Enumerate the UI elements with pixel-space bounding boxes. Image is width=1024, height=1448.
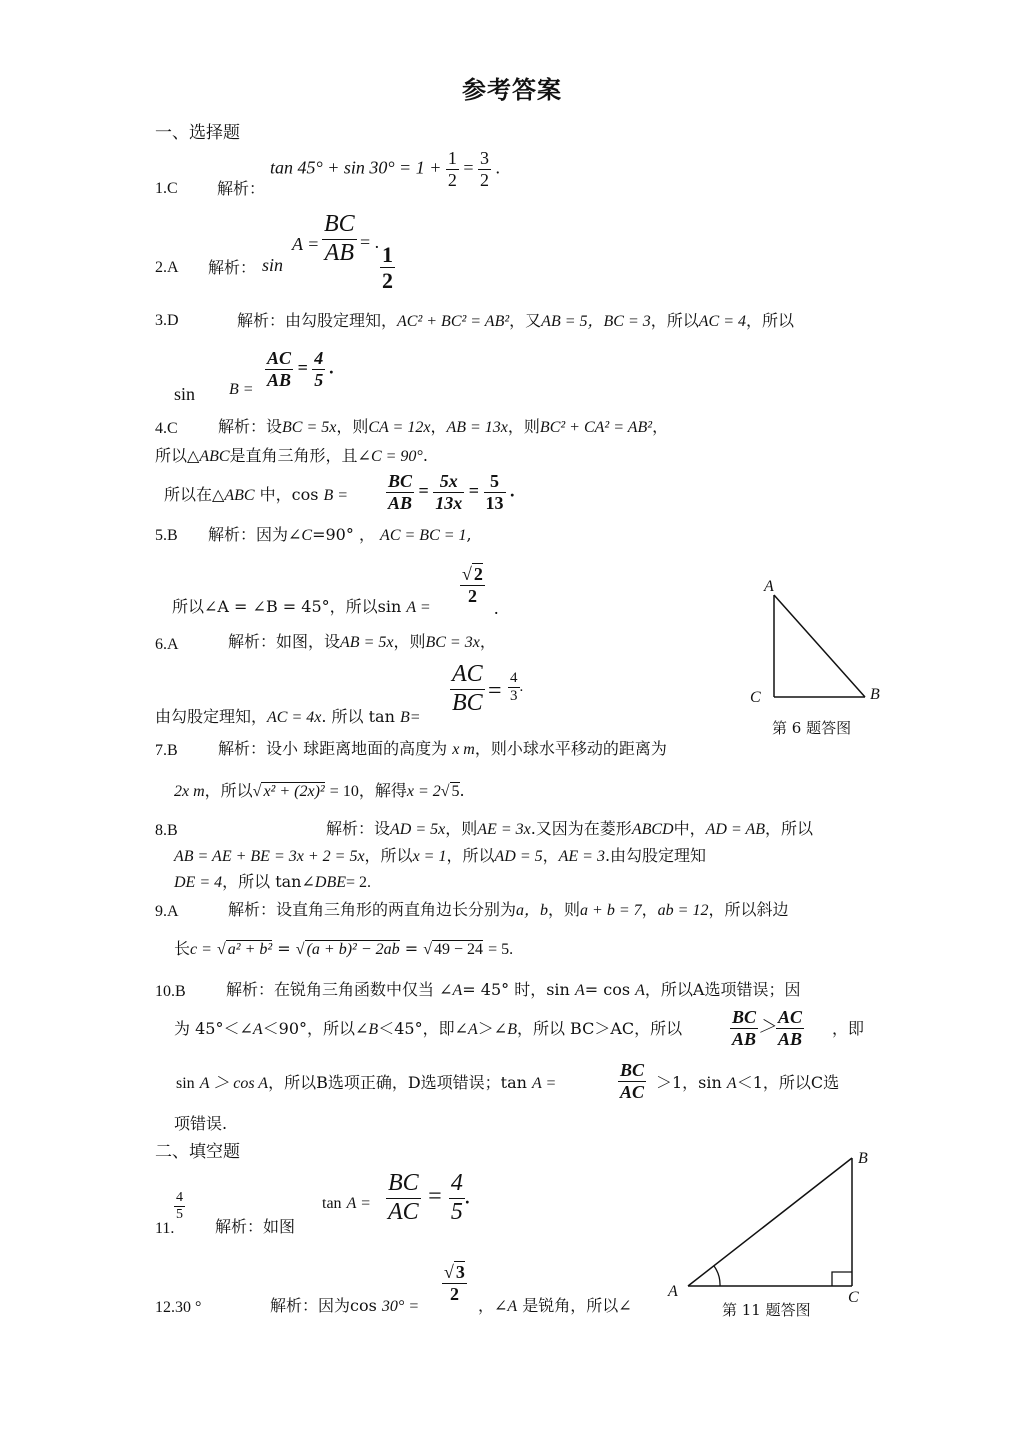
q2-frac — [322, 211, 357, 267]
q2-value — [380, 242, 395, 294]
q1-eq: = — [463, 157, 474, 178]
q3-given: AB = 5，BC = 3 — [541, 313, 651, 330]
q1-number: 1.C — [155, 180, 178, 197]
q3-pythag: AC² + BC² = AB² — [397, 313, 510, 330]
q9-number: 9.A — [155, 903, 179, 920]
fig6-label-a: A — [764, 578, 774, 595]
q11-answer: $\frac{4}{5}$ — [176, 1190, 183, 1223]
q3-ac: AC = 4 — [698, 313, 747, 330]
q5-end: . — [494, 598, 499, 618]
q4-number: 4.C — [155, 420, 178, 437]
fig11-label-b: B — [858, 1150, 868, 1167]
q3-line1: 解析：由勾股定理知，AC² + BC² = AB²，又AB = 5，BC = 3，所以AC = 4，所以 — [237, 311, 795, 330]
q5-frac: $\frac{√ 2}{2}$ — [462, 564, 483, 606]
q2-number: 2.A — [155, 259, 179, 276]
q7-line1: 解析：设小 球距离地面的高度为 x m，则小球水平移动的距离为 — [218, 739, 667, 758]
q2-eq: = . — [360, 232, 380, 252]
q2-label: 解析： — [208, 258, 257, 277]
q3-frac: $\frac{AC}{AB}$ = $\frac{4}{5}$ . — [267, 348, 335, 390]
q4-frac: $\frac{BC}{AB}$ = $\frac{5x}{13x}$ = $\frac{5}{13}$ . — [388, 471, 515, 513]
q6-value: $\frac{4}{3}$ . — [510, 670, 524, 705]
q8-line3: DE = 4，所以 tan∠DBE= 2. — [174, 872, 372, 891]
fig6-caption: 第 6 题答图 — [772, 719, 852, 737]
section-heading-choice: 一、选择题 — [155, 123, 240, 143]
q1-formula — [270, 148, 500, 190]
q9-line2: 长c = √ a² + b² = √ (a + b)² − 2ab = √ 49 − 24 = 5. — [174, 939, 514, 958]
q3-frac-num: AC — [267, 348, 292, 368]
q1-lhs: tan 45° + sin 30° = 1 + — [270, 157, 442, 178]
q10-number: 10.B — [155, 983, 186, 1000]
q11-frac: $\frac{BC}{AC}$ = $\frac{4}{5}$ . — [388, 1170, 471, 1225]
q2-value-num: 1 — [382, 242, 393, 267]
q10-line2: 为 45°＜∠A＜90°，所以∠B＜45°，即∠A＞∠B，所以 BC＞AC，所以 — [174, 1019, 683, 1038]
q12-line1a: 解析：因为cos 30° = — [270, 1296, 419, 1315]
q1-frac1-num: 1 — [447, 148, 457, 168]
q6-number: 6.A — [155, 636, 179, 653]
q3-val-num: 4 — [314, 348, 324, 368]
q10-frac-ineq: $\frac{BC}{AB}$ ＞ $\frac{AC}{AB}$ — [732, 1007, 803, 1049]
q12-line1b: ，∠A 是锐角，所以∠ — [478, 1296, 632, 1315]
q2-value-den: 2 — [382, 268, 393, 294]
q6-line2: 由勾股定理知，AC = 4x. 所以 tan B= — [155, 707, 421, 726]
figure-11-triangle — [680, 1150, 870, 1300]
fig11-caption: 第 11 题答图 — [722, 1301, 811, 1319]
page-title: 参考答案 — [462, 75, 562, 104]
q4-line1: 解析：设BC = 5x，则CA = 12x，AB = 13x，则BC² + CA² = AB²， — [218, 417, 669, 436]
q4-line3: 所以在△ABC 中，cos B = — [164, 485, 349, 504]
figure-6-triangle — [760, 590, 880, 710]
q2-lhs: A = — [292, 234, 320, 254]
q1-end: . — [495, 157, 500, 178]
q12-frac: $\frac{√ 3}{2}$ — [444, 1262, 465, 1304]
fig11-label-c: C — [848, 1289, 859, 1306]
q1-frac2-num: 3 — [480, 148, 489, 168]
q3-number: 3.D — [155, 312, 179, 329]
q5-line2: 所以∠A = ∠B = 45°，所以sin A = — [172, 597, 431, 616]
q8-number: 8.B — [155, 822, 178, 839]
q4-line2: 所以△ABC是直角三角形，且∠C = 90°. — [155, 446, 428, 465]
fig6-label-c: C — [750, 689, 761, 706]
q3-sin: sin — [174, 384, 196, 404]
q11-number: 11. — [155, 1220, 175, 1237]
q1-frac2-den: 2 — [480, 169, 489, 190]
q9-line1: 解析：设直角三角形的两直角边长分别为a，b，则a + b = 7，ab = 12，所以斜边 — [228, 900, 789, 919]
q8-line1: 解析：设AD = 5x，则AE = 3x.又因为在菱形ABCD中，AD = AB，所以 — [326, 819, 814, 838]
q3-frac-den: AB — [267, 369, 292, 390]
q3-val-den: 5 — [314, 369, 324, 390]
q3-b: B = — [229, 381, 254, 398]
q1-frac1-den: 2 — [447, 169, 457, 190]
q11-lhs: tan A = — [322, 1195, 371, 1212]
q7-line2: 2x m，所以√ x² + (2x)² = 10，解得x = 2√ 5. — [174, 781, 465, 800]
fig6-label-b: B — [870, 686, 880, 703]
q2-frac-den: AB — [324, 239, 354, 266]
q10-line4: 项错误. — [174, 1114, 228, 1133]
q8-line2: AB = AE + BE = 3x + 2 = 5x，所以x = 1，所以AD = 5，AE = 3.由勾股定理知 — [174, 846, 707, 865]
q10-line2-end: ，即 — [832, 1019, 865, 1038]
section-heading-fill: 二、填空题 — [155, 1142, 240, 1162]
q6-eq: = — [488, 678, 502, 704]
q5-number: 5.B — [155, 527, 178, 544]
q12-number: 12.30 ° — [155, 1299, 202, 1316]
q10-line3a: sin A ＞ cos A，所以B选项正确，D选项错误；tan A = — [176, 1073, 557, 1092]
fig11-label-a: A — [668, 1283, 678, 1300]
q6-line1: 解析：如图，设AB = 5x，则BC = 3x， — [228, 632, 496, 651]
q7-number: 7.B — [155, 742, 178, 759]
q10-line3b: ＞1，sin A＜1，所以C选 — [656, 1073, 840, 1092]
q10-line1: 解析：在锐角三角函数中仅当 ∠A= 45° 时，sin A= cos A，所以A选项错误；因 — [226, 980, 801, 999]
q2-sin: sin — [262, 255, 284, 275]
q10-frac-tan: $\frac{BC}{AC}$ — [620, 1060, 645, 1102]
q6-frac: $\frac{AC}{BC}$ — [452, 661, 483, 716]
q1-label: 解析： — [217, 179, 266, 198]
q11-label: 解析：如图 — [215, 1217, 296, 1236]
q5-line1: 解析：因为∠C=90° ， AC = BC = 1, — [208, 525, 472, 544]
q2-frac-num: BC — [322, 211, 357, 240]
